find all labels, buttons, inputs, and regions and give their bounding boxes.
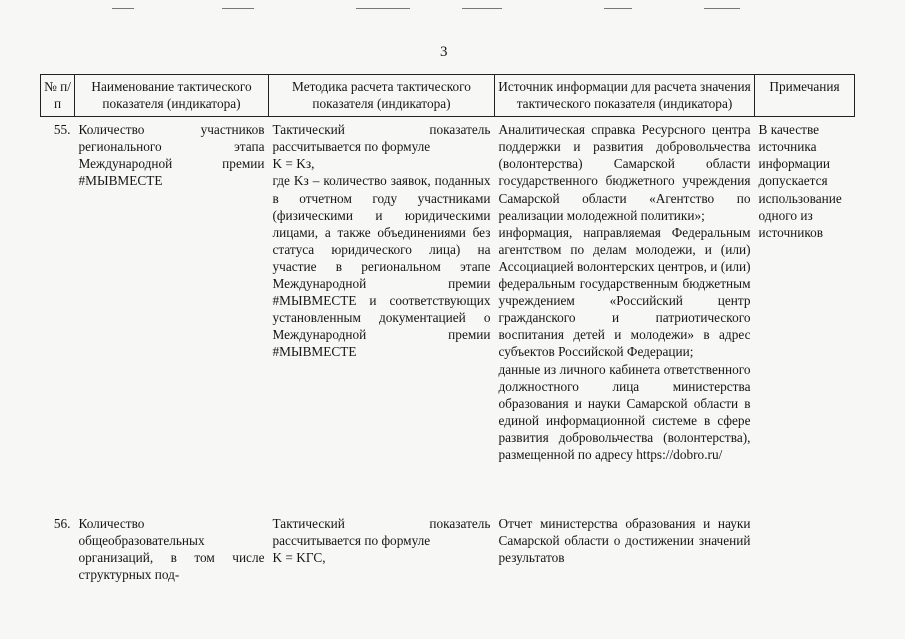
scan-artifact: [604, 8, 632, 9]
indicator-notes: [755, 509, 855, 583]
method-body: где Kз – количество заявок, поданных в отчетном году участниками (физическими и юридическими лицами, а также объединениями без статуса юридического лица) на участие в региональном этапе Международной премии #МЫВМЕСТЕ и соответствующих установленным документацией о Международной премии #МЫВМЕСТЕ: [272, 173, 491, 360]
table-row: [41, 509, 855, 583]
table-row: [41, 117, 855, 510]
header-source: Источник информации для расчета значения тактического показателя (индикатора): [495, 75, 755, 117]
indicators-table: [40, 74, 855, 584]
table-header-row: [41, 75, 855, 117]
indicator-method: [269, 117, 495, 510]
scan-artifact: [462, 8, 502, 9]
method-formula: K = Kз,: [272, 156, 315, 172]
indicator-method: [269, 509, 495, 583]
page-number: 3: [440, 44, 448, 60]
row-number: 55.: [53, 122, 71, 138]
indicator-name: Количество общеобразовательных организаций, в том числе структурных под-: [78, 516, 265, 583]
indicator-source: Отчет министерства образования и науки Самарской области о достижении значений результатов: [498, 516, 751, 566]
source-item: информация, направляемая Федеральным агентством по делам молодежи, и (или) Ассоциацией волонтерских центров, и (или) федеральным государственным бюджетным учреждением «Российский центр гражданского и патриотического воспитания детей и молодежи» в адрес субъектов Российской Федерации;: [498, 224, 751, 360]
scan-artifact: [112, 8, 134, 9]
header-method: Методика расчета тактического показателя (индикатора): [269, 75, 495, 117]
scan-artifact: [356, 8, 410, 9]
source-item: Аналитическая справка Ресурсного центра поддержки и развития добровольчества (волонтерства) Самарской области государственного бюджетного учреждения Самарской области «Агентство по реализации молодежной политики»;: [498, 122, 751, 223]
method-intro: Тактический показатель рассчитывается по формуле: [272, 516, 491, 549]
scan-artifact: [704, 8, 740, 9]
method-formula: K = KГС,: [272, 550, 326, 566]
scan-artifact: [222, 8, 254, 9]
indicator-notes: В качестве источника информации допускается использование одного из источников: [758, 122, 842, 240]
indicator-name: Количество участников регионального этапа Международной премии #МЫВМЕСТЕ: [78, 122, 265, 189]
source-item: данные из личного кабинета ответственного должностного лица министерства образования и науки Самарской области в единой информационной системе в сфере развития добровольчества (волонтерства), размещенной по адресу https://dobro.ru/: [498, 361, 751, 462]
row-number: 56.: [53, 516, 71, 532]
header-notes: Примечания: [755, 75, 855, 117]
header-name: Наименование тактического показателя (индикатора): [75, 75, 269, 117]
indicator-source: [495, 117, 755, 510]
method-intro: Тактический показатель рассчитывается по формуле: [272, 122, 491, 155]
header-num: № п/п: [41, 75, 75, 117]
